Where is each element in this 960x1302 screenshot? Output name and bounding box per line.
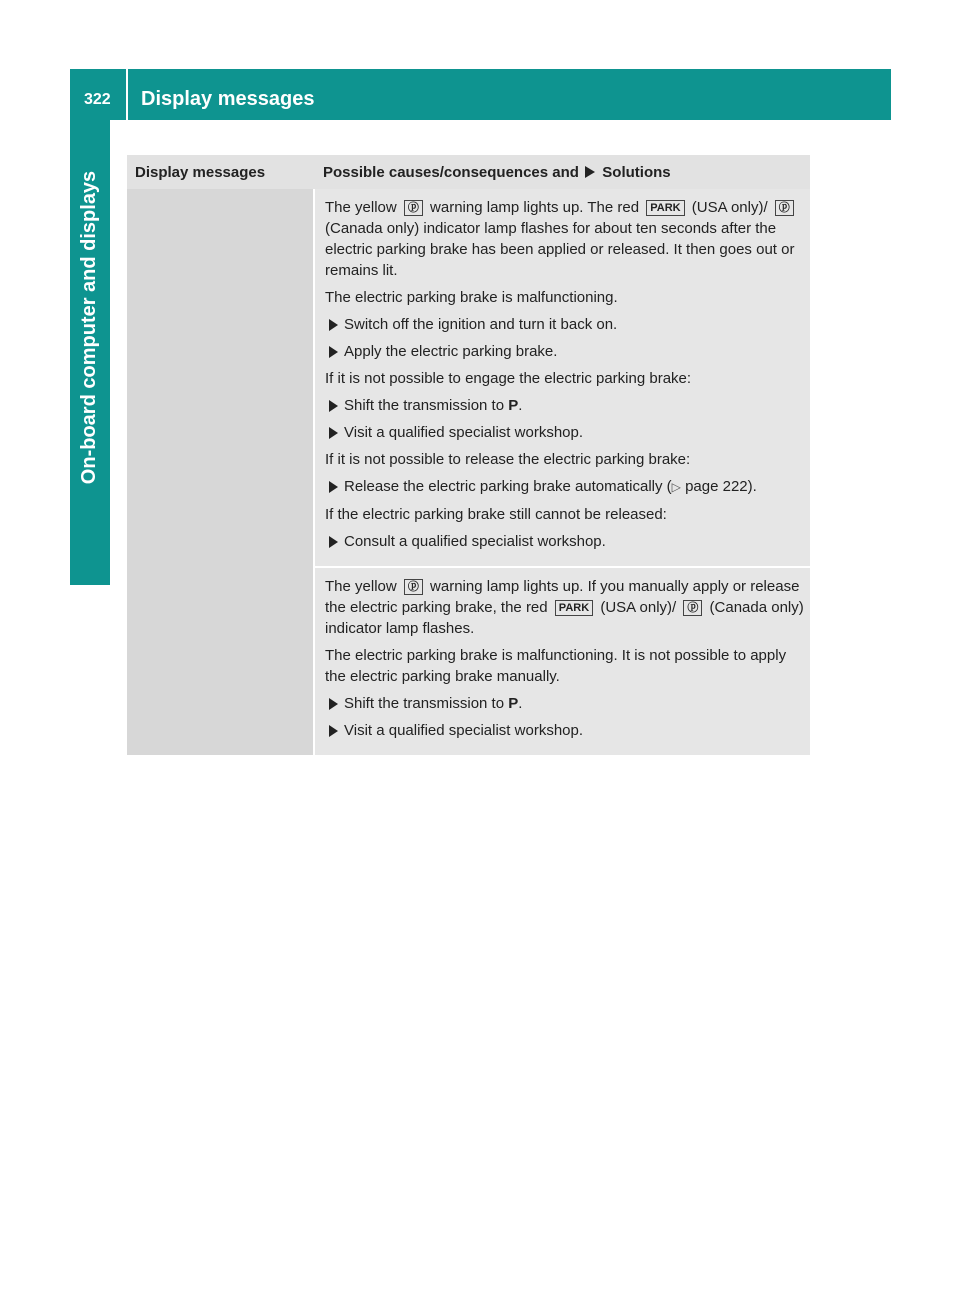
paragraph: The electric parking brake is malfunctioning. It is not possible to apply the electric parking brake manually.	[325, 647, 787, 685]
text: Release the electric parking brake automatically (	[344, 478, 672, 495]
page-ref-icon: ▷	[671, 480, 681, 494]
step-item	[325, 422, 804, 443]
step-text: Apply the electric parking brake.	[344, 343, 558, 360]
parking-brake-warning-icon: ⓟ	[775, 200, 794, 216]
step-text: Consult a qualified specialist workshop.	[344, 533, 606, 550]
side-tab-label-wrap	[70, 120, 110, 535]
text: (Canada only) indicator lamp flashes for about ten seconds after the electric parking brake has been applied or released. It then goes out or remains lit.	[325, 220, 795, 279]
step-text: Shift the transmission to P.	[344, 397, 523, 414]
gear-label: P	[508, 397, 519, 414]
step-item	[325, 476, 804, 498]
paragraph	[325, 197, 804, 281]
page-ref-link[interactable]: page 222).	[685, 478, 757, 495]
step-item	[325, 341, 804, 362]
header-divider	[126, 69, 128, 120]
step-text: Visit a qualified specialist workshop.	[344, 424, 584, 441]
arrow-icon	[585, 166, 595, 178]
col2-header	[315, 155, 671, 189]
col2-header-suffix: Solutions	[602, 164, 671, 181]
gear-label: P	[508, 695, 519, 712]
messages-table	[127, 155, 810, 755]
col2-header-prefix: Possible causes/consequences and	[323, 164, 579, 181]
solution-cell-2	[315, 566, 810, 755]
park-indicator-icon: PARK	[555, 600, 593, 616]
side-tab-label: On-board computer and displays	[78, 170, 101, 485]
step-arrow-icon	[329, 481, 338, 493]
solutions-column	[315, 189, 810, 755]
page-title: Display messages	[141, 88, 315, 110]
parking-brake-warning-icon: ⓟ	[404, 200, 423, 216]
step-arrow-icon	[329, 698, 338, 710]
step-text: Switch off the ignition and turn it back on.	[344, 316, 618, 333]
step-text: Visit a qualified specialist workshop.	[344, 722, 584, 739]
col1-header: Display messages	[135, 164, 266, 181]
text: warning lamp lights up. The red	[430, 199, 640, 216]
table-body	[127, 189, 810, 755]
step-item	[325, 720, 804, 741]
step-arrow-icon	[329, 346, 338, 358]
paragraph: If it is not possible to engage the electric parking brake:	[325, 370, 692, 387]
parking-brake-warning-icon: ⓟ	[683, 600, 702, 616]
text: (Canada only) indicator lamp flashes.	[325, 599, 804, 637]
step-arrow-icon	[329, 319, 338, 331]
text: (USA only)/	[600, 599, 677, 616]
step-item	[325, 693, 804, 714]
text: Shift the transmission to	[344, 397, 505, 414]
text: (USA only)/	[691, 199, 768, 216]
paragraph	[325, 576, 804, 639]
solution-cell-1	[315, 189, 810, 566]
step-arrow-icon	[329, 725, 338, 737]
text: The yellow	[325, 199, 397, 216]
step-text: Shift the transmission to P.	[344, 695, 523, 712]
page-number: 322	[84, 91, 111, 108]
text: warning lamp lights up. If you manually apply or release the electric parking brake, the red	[325, 578, 800, 616]
step-text	[344, 476, 757, 498]
park-indicator-icon: PARK	[646, 200, 684, 216]
step-arrow-icon	[329, 400, 338, 412]
step-item	[325, 531, 804, 552]
table-header	[127, 155, 810, 189]
step-item	[325, 395, 804, 416]
paragraph: If the electric parking brake still cannot be released:	[325, 506, 667, 523]
paragraph: If it is not possible to release the electric parking brake:	[325, 451, 691, 468]
text: The yellow	[325, 578, 397, 595]
text: Shift the transmission to	[344, 695, 505, 712]
paragraph: The electric parking brake is malfunctioning.	[325, 289, 618, 306]
parking-brake-warning-icon: ⓟ	[404, 579, 423, 595]
step-arrow-icon	[329, 427, 338, 439]
step-arrow-icon	[329, 536, 338, 548]
step-item	[325, 314, 804, 335]
display-message-cell	[127, 189, 315, 755]
